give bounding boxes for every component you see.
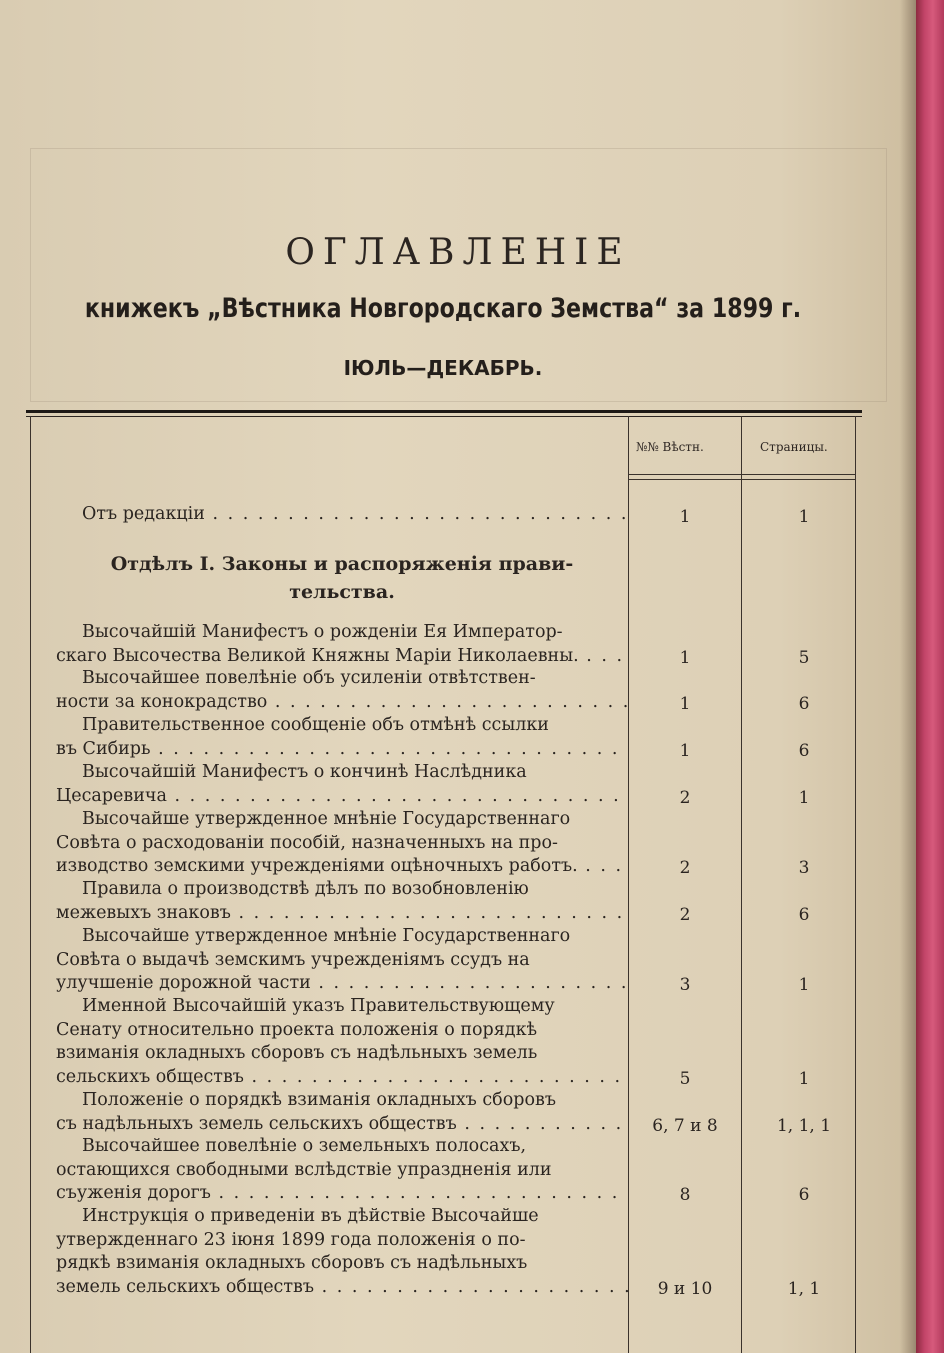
- toc-issue-number: 2: [679, 904, 691, 925]
- toc-page-number: 6: [798, 740, 810, 761]
- toc-entry: [56, 667, 628, 714]
- toc-entry-line: рядкѣ взиманія окладныхъ сборовъ съ надѣльныхъ: [56, 1253, 528, 1273]
- toc-entry-line: въ Сибирь . . .: [56, 738, 628, 762]
- toc-page-number: 1, 1, 1: [776, 1115, 832, 1136]
- toc-issue-number: 1: [679, 693, 691, 714]
- column-header-underline-2: [628, 479, 856, 480]
- toc-page-number: 1: [798, 787, 810, 808]
- toc-entry-line: Высочайше утвержденное мнѣніе Государственнаго: [82, 809, 571, 829]
- toc-entry: [56, 621, 628, 668]
- column-header-issue: №№ Вѣстн.: [636, 440, 704, 454]
- section-heading-line-1: Отдѣлъ I. Законы и распоряженія прави-: [110, 553, 574, 575]
- toc-entry-line: изводство земскими учрежденіями оцѣночныхъ работъ. . . .: [56, 855, 628, 879]
- toc-entry: [56, 808, 628, 879]
- toc-page-number: 6: [798, 1185, 810, 1205]
- toc-entry-line: Инструкція о приведеніи въ дѣйствіе Высочайше: [82, 1206, 539, 1226]
- toc-entry-editorial: [56, 503, 628, 527]
- toc-entry-line: Высочайшее повелѣніе о земельныхъ полосахъ,: [82, 1136, 527, 1156]
- column-header-underline: [628, 474, 856, 475]
- toc-issue-number: 5: [679, 1068, 691, 1089]
- toc-entry-line: сельскихъ обществъ . . .: [56, 1066, 628, 1090]
- toc-issue-number: 8: [679, 1185, 691, 1205]
- table-left-border: [30, 416, 31, 1353]
- toc-entry-line: остающихся свободными вслѣдствіе упраздненія или: [56, 1159, 552, 1180]
- table-right-border: [855, 416, 856, 1353]
- toc-entry-line: Высочайше утвержденное мнѣніе Государственнаго: [82, 926, 571, 946]
- toc-page-number: 1: [798, 975, 810, 995]
- toc-issue-number: 6, 7 и 8: [652, 1115, 718, 1136]
- header-rule-thin: [26, 416, 862, 417]
- column-divider-pages: [741, 416, 742, 1353]
- toc-entry-line: съуженія дорогъ . . .: [56, 1182, 628, 1206]
- page-edge-shadow: [900, 0, 916, 1353]
- section-heading-line-2: тельства.: [289, 581, 395, 603]
- toc-entry-line: Правительственное сообщеніе объ отмѣнѣ ссылки: [82, 715, 549, 735]
- toc-entry-line: Совѣта о расходованіи пособій, назначенныхъ на про-: [56, 832, 558, 853]
- toc-entry: [56, 925, 628, 996]
- toc-entry-line: взиманія окладныхъ сборовъ съ надѣльныхъ земель: [56, 1043, 538, 1063]
- toc-entry-line: Правила о производствѣ дѣлъ по возобновленію: [82, 879, 529, 899]
- toc-entry-line: Совѣта о выдачѣ земскимъ учрежденіямъ ссудъ на: [56, 949, 530, 970]
- toc-entry: [56, 761, 628, 808]
- toc-issue-number: 1: [679, 647, 691, 668]
- toc-page-number: 6: [798, 904, 810, 925]
- toc-entry: [56, 714, 628, 761]
- period-label: ІЮЛЬ—ДЕКАБРЬ.: [343, 356, 543, 380]
- toc-entry-line: Положеніе о порядкѣ взиманія окладныхъ сборовъ: [82, 1090, 556, 1110]
- toc-entry-line: Высочайшій Манифестъ о рожденіи Ея Император-: [82, 622, 563, 642]
- toc-entry: [56, 878, 628, 925]
- toc-entry: [56, 1135, 628, 1206]
- toc-page-number: 6: [798, 693, 810, 714]
- toc-entry-line: ности за конокрадство . . .: [56, 691, 628, 715]
- column-header-pages: Страницы.: [760, 440, 828, 454]
- toc-entry-line: Цесаревича . . .: [56, 785, 628, 809]
- toc-entry-line: улучшеніе дорожной части . . .: [56, 972, 628, 996]
- toc-issue-number: 1: [679, 507, 691, 527]
- column-divider-issue: [628, 416, 629, 1353]
- toc-page-number: 1: [798, 507, 810, 527]
- toc-entry-line: утвержденнаго 23 іюня 1899 года положенія о по-: [56, 1229, 526, 1250]
- toc-entry-line: Сенату относительно проекта положенія о порядкѣ: [56, 1019, 538, 1040]
- toc-entry-line: земель сельскихъ обществъ . . .: [56, 1276, 628, 1300]
- toc-entry-line: Именной Высочайшій указъ Правительствующему: [82, 996, 555, 1016]
- toc-entry-line: съ надѣльныхъ земель сельскихъ обществъ . . .: [56, 1113, 628, 1137]
- toc-page-number: 3: [798, 858, 810, 878]
- section-heading: [56, 550, 628, 606]
- toc-page-number: 1: [798, 1068, 810, 1089]
- toc-entry-line: Высочайшій Манифестъ о кончинѣ Наслѣдника: [82, 762, 527, 782]
- toc-entry-text: Отъ редакціи . . .: [56, 503, 628, 527]
- toc-issue-number: 3: [679, 975, 691, 995]
- toc-issue-number: 1: [679, 740, 691, 761]
- toc-entry: [56, 1205, 628, 1299]
- toc-issue-number: 2: [679, 858, 691, 878]
- toc-issue-number: 9 и 10: [657, 1278, 713, 1299]
- toc-entry: [56, 995, 628, 1089]
- toc-issue-number: 2: [679, 787, 691, 808]
- book-binding-edge: [916, 0, 944, 1353]
- toc-page-number: 1, 1: [787, 1278, 821, 1299]
- toc-page-number: 5: [798, 647, 810, 668]
- toc-entry-line: скаго Высочества Великой Княжны Маріи Николаевны. . . .: [56, 645, 628, 669]
- toc-entry-line: межевыхъ знаковъ . . .: [56, 902, 628, 926]
- header-rule-thick: [26, 410, 862, 413]
- toc-entry: [56, 1089, 628, 1136]
- page-subtitle: книжекъ „Вѣстника Новгородскаго Земства“ за 1899 г.: [84, 293, 802, 324]
- toc-entry-line: Высочайшее повелѣніе объ усиленіи отвѣтствен-: [82, 668, 536, 688]
- page-title: ОГЛАВЛЕНІЕ: [285, 232, 631, 273]
